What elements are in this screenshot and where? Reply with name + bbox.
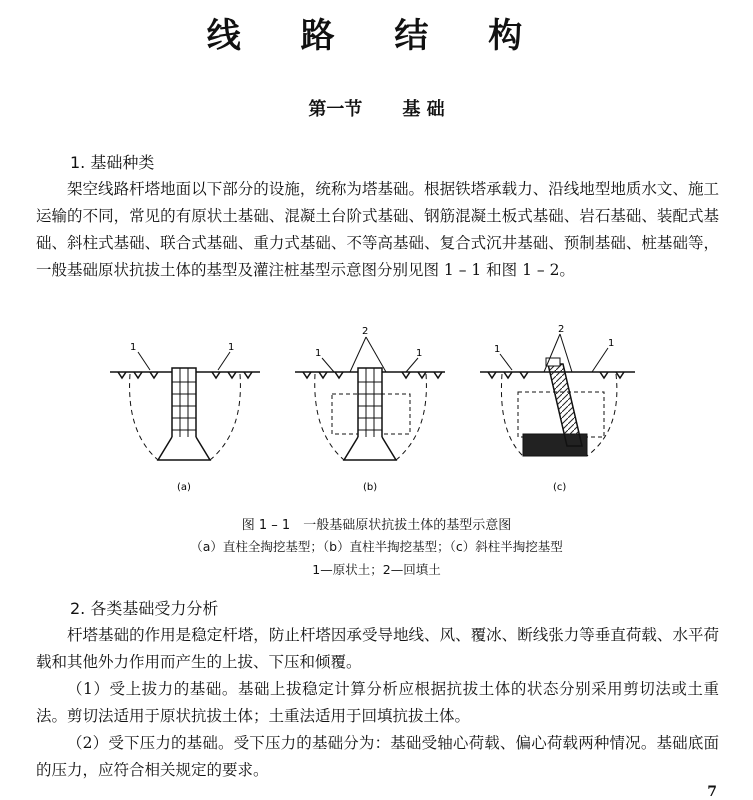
figure-panel-c <box>480 324 635 493</box>
callout-a-right: 1 <box>228 342 235 353</box>
section-name: 基 础 <box>402 99 445 120</box>
section-title <box>0 95 753 121</box>
heading-force-analysis: 2. 各类基础受力分析 <box>70 599 219 618</box>
panel-label-a: (a) <box>177 482 191 493</box>
callout-a-left: 1 <box>130 342 137 353</box>
figure-foundation-types <box>100 322 660 497</box>
figure-caption: 图 1 – 1 一般基础原状抗拔土体的基型示意图 <box>241 518 512 533</box>
paragraph-foundation-types: 架空线路杆塔地面以下部分的设施，统称为塔基础。根据铁塔承载力、沿线地型地质水文、施工运输的不同，常见的有原状土基础、混凝土台阶式基础、钢筋混凝土板式基础、岩石基础、装配式基础、斜柱式基础、联合式基础、重力式基础、不等高基础、复合式沉井基础、预制基础、桩基础等，一般基础原状抗拔土体的基型及灌注桩基型示意图分别见图 1 – 1 和图 1 – 2。 <box>36 180 719 279</box>
figure-panel-b <box>295 326 445 493</box>
figure-legend: 1—原状土；2—回填土 <box>312 562 441 577</box>
callout-b-middle: 2 <box>362 326 369 337</box>
figure-panel-a <box>110 342 260 493</box>
panel-label-c: (c) <box>553 482 567 493</box>
panel-label-b: (b) <box>363 482 378 493</box>
callout-c-right: 1 <box>608 338 615 349</box>
figure-subcaption: （a）直柱全掏挖基型；（b）直柱半掏挖基型；（c）斜柱半掏挖基型 <box>190 539 563 554</box>
callout-c-left: 1 <box>494 344 501 355</box>
callout-b-left: 1 <box>315 348 322 359</box>
page-number: 7 <box>707 784 717 800</box>
callout-c-middle: 2 <box>558 324 565 335</box>
heading-foundation-types: 1. 基础种类 <box>70 153 155 172</box>
paragraph-force-analysis-2: （1）受上拔力的基础。基础上拔稳定计算分析应根据抗拔土体的状态分别采用剪切法或土重法。剪切法适用于原状抗拔土体；土重法适用于回填抗拔土体。 <box>36 680 719 725</box>
chapter-title: 线 路 结 构 <box>206 16 547 56</box>
section-number: 第一节 <box>308 99 363 120</box>
paragraph-force-analysis-3: （2）受下压力的基础。受下压力的基础分为：基础受轴心荷载、偏心荷载两种情况。基础底面的压力，应符合相关规定的要求。 <box>36 734 719 779</box>
callout-b-right: 1 <box>416 348 423 359</box>
paragraph-force-analysis-1: 杆塔基础的作用是稳定杆塔，防止杆塔因承受导地线、风、覆冰、断线张力等垂直荷载、水平荷载和其他外力作用而产生的上拔、下压和倾覆。 <box>36 626 719 671</box>
